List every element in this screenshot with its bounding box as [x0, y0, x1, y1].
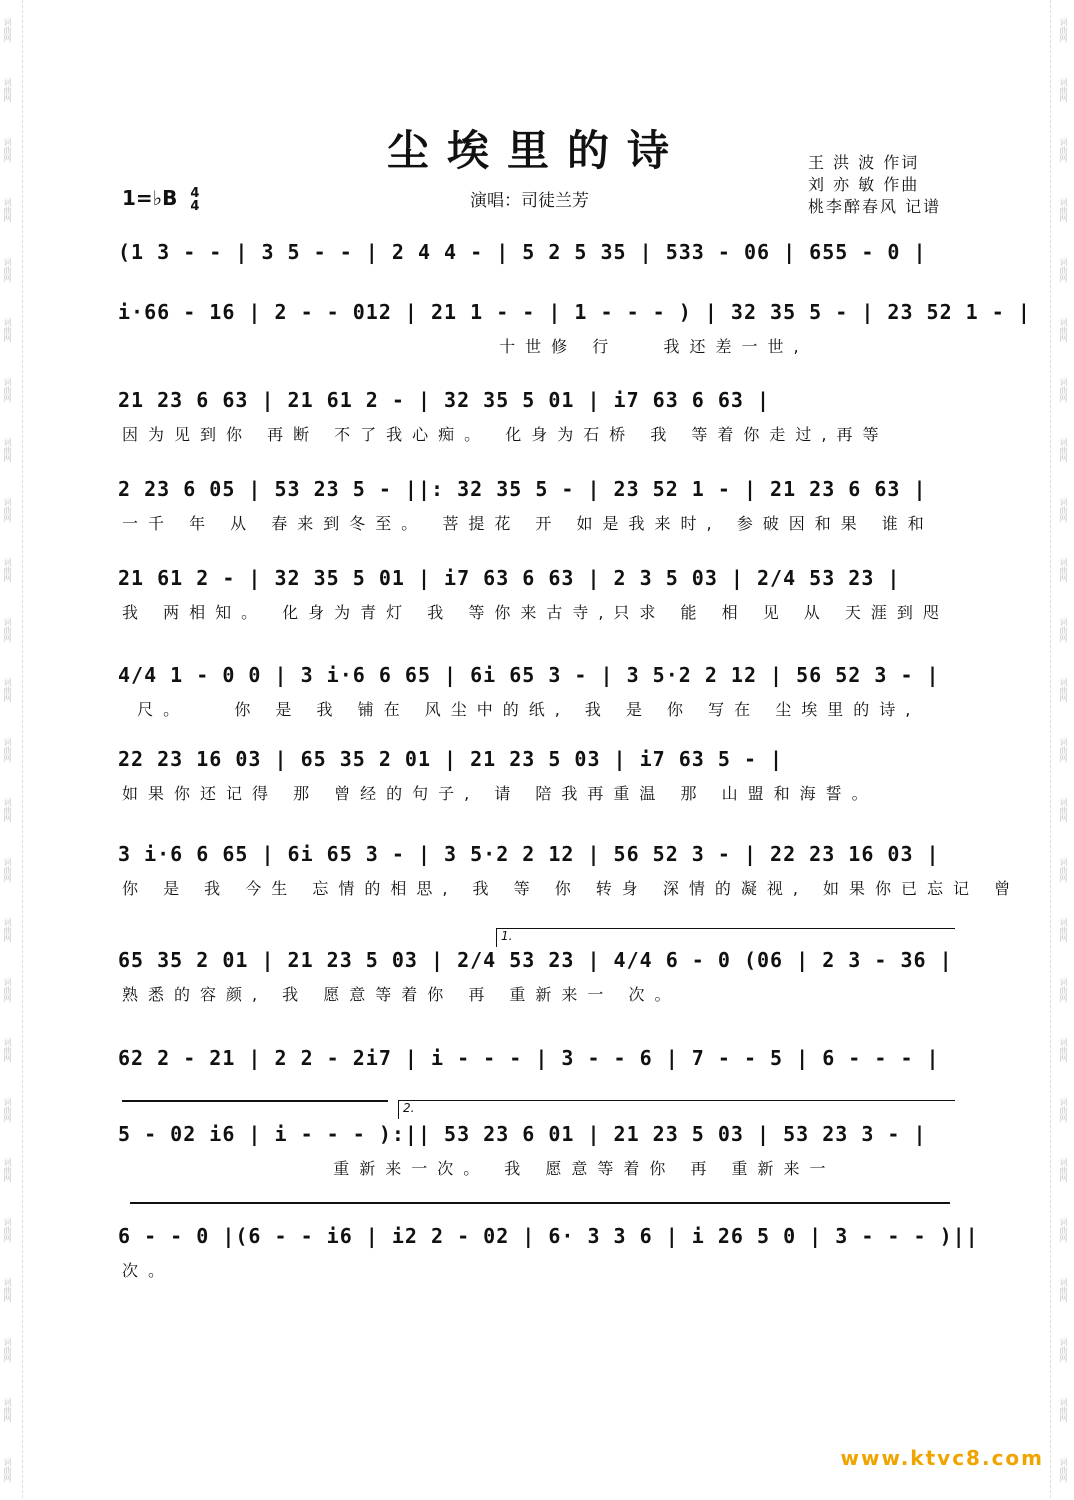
watermark-mark: 词曲网 — [1059, 1098, 1068, 1122]
watermark-mark: 词曲网 — [1059, 1338, 1068, 1362]
system-7 — [118, 747, 954, 803]
time-signature — [190, 187, 199, 213]
notation-line: 5 - 02 i6 | i - - - ):|| 53 23 6 01 | 21 23 5 03 | 53 23 3 - | — [118, 1122, 927, 1146]
watermark-left — [2, 0, 16, 1498]
transcriber-credit: 桃李醉春风 记谱 — [808, 197, 942, 216]
system-1 — [118, 240, 954, 296]
system-3 — [118, 388, 954, 444]
system-2 — [118, 300, 1031, 356]
watermark-mark: 词曲网 — [3, 1038, 12, 1062]
watermark-mark: 词曲网 — [3, 1338, 12, 1362]
watermark-mark: 词曲网 — [3, 1278, 12, 1302]
watermark-mark: 词曲网 — [1059, 678, 1068, 702]
notation-line: 21 61 2 - | 32 35 5 01 | i7 63 6 63 | 2 3 5 03 | 2/4 53 23 | — [118, 566, 901, 590]
watermark-mark: 词曲网 — [1059, 78, 1068, 102]
watermark-mark: 词曲网 — [1059, 1218, 1068, 1242]
watermark-mark: 词曲网 — [3, 378, 12, 402]
notation-line: 3 i·6 6 65 | 6i 65 3 - | 3 5·2 2 12 | 56 52 3 - | 22 23 16 03 | — [118, 842, 940, 866]
lyric-line — [118, 274, 954, 296]
watermark-mark: 词曲网 — [3, 1398, 12, 1422]
time-signature-top: 4 — [190, 185, 200, 201]
watermark-mark: 词曲网 — [1059, 798, 1068, 822]
watermark-mark: 词曲网 — [1059, 738, 1068, 762]
second-ending-bracket — [398, 1100, 955, 1119]
notation-line: (1 3 - - | 3 5 - - | 2 4 4 - | 5 2 5 35 | 533 - 06 | 655 - 0 | — [118, 240, 927, 264]
watermark-mark: 词曲网 — [3, 1158, 12, 1182]
system-4 — [118, 477, 954, 533]
watermark-mark: 词曲网 — [1059, 198, 1068, 222]
system-12 — [118, 1224, 979, 1280]
first-ending-label: 1. — [501, 929, 513, 943]
watermark-mark: 词曲网 — [1059, 1278, 1068, 1302]
lyric-line: 因为见到你 再断 不了我心痴。 化身为石桥 我 等着你走过,再等 — [122, 425, 889, 444]
lyric-line: 我 两相知。 化身为青灯 我 等你来古寺,只求 能 相 见 从 天涯到咫 — [122, 603, 949, 622]
first-ending-bracket — [496, 928, 955, 947]
watermark-mark: 词曲网 — [1059, 1038, 1068, 1062]
watermark-mark: 词曲网 — [3, 198, 12, 222]
watermark-mark: 词曲网 — [3, 18, 12, 42]
lyric-line: 你 是 我 今生 忘情的相思, 我 等 你 转身 深情的凝视, 如果你已忘记 曾 — [122, 879, 1021, 898]
margin-line-right — [1050, 0, 1052, 1498]
composer-credit: 刘 亦 敏 作曲 — [808, 175, 920, 194]
watermark-mark: 词曲网 — [3, 138, 12, 162]
watermark-mark: 词曲网 — [1059, 498, 1068, 522]
watermark-mark: 词曲网 — [1059, 318, 1068, 342]
continuation-rule — [122, 1100, 388, 1102]
lyric-line: 如果你还记得 那 曾经的句子, 请 陪我再重温 那 山盟和海誓。 — [122, 784, 878, 803]
watermark-mark: 词曲网 — [3, 858, 12, 882]
system-5 — [118, 566, 954, 622]
watermark-mark: 词曲网 — [1059, 978, 1068, 1002]
watermark-mark: 词曲网 — [1059, 618, 1068, 642]
watermark-mark: 词曲网 — [3, 438, 12, 462]
notation-line: i·66 - 16 | 2 - - 012 | 21 1 - - | 1 - - - ) | 32 35 5 - | 23 52 1 - | — [118, 300, 1031, 324]
key-signature — [122, 186, 199, 213]
lyric-line: 一千 年 从 春来到冬至。 菩提花 开 如是我来时, 参破因和果 谁和 — [122, 514, 934, 533]
system-10 — [118, 1046, 954, 1102]
watermark-mark: 词曲网 — [3, 318, 12, 342]
notation-line: 4/4 1 - 0 0 | 3 i·6 6 65 | 6i 65 3 - | 3 5·2 2 12 | 56 52 3 - | — [118, 663, 940, 687]
watermark-mark: 词曲网 — [1059, 558, 1068, 582]
watermark-mark: 词曲网 — [3, 78, 12, 102]
notation-line: 21 23 6 63 | 21 61 2 - | 32 35 5 01 | i7 63 6 63 | — [118, 388, 771, 412]
lyric-line: 十世修 行 我还差一世, — [122, 337, 809, 356]
watermark-mark: 词曲网 — [1059, 438, 1068, 462]
system-9 — [118, 948, 954, 1004]
watermark-mark: 词曲网 — [1059, 918, 1068, 942]
watermark-mark: 词曲网 — [3, 618, 12, 642]
lyric-line: 重新来一次。 我 愿意等着你 再 重新来一 — [122, 1159, 836, 1178]
system-11 — [118, 1122, 954, 1178]
lyric-line: 尺。 你 是 我 铺在 风尘中的纸, 我 是 你 写在 尘埃里的诗, — [122, 700, 921, 719]
lyricist-credit: 王 洪 波 作词 — [808, 153, 920, 172]
lyric-line: 熟悉的容颜, 我 愿意等着你 再 重新来一 次。 — [122, 985, 681, 1004]
watermark-mark: 词曲网 — [3, 1218, 12, 1242]
notation-line: 22 23 16 03 | 65 35 2 01 | 21 23 5 03 | i7 63 5 - | — [118, 747, 784, 771]
margin-line-left — [22, 0, 24, 1498]
watermark-mark: 词曲网 — [3, 798, 12, 822]
system-8 — [118, 842, 1021, 898]
watermark-mark: 词曲网 — [1059, 1458, 1068, 1482]
time-signature-bottom: 4 — [190, 198, 200, 214]
system-6 — [118, 663, 954, 719]
watermark-mark: 词曲网 — [3, 678, 12, 702]
watermark-mark: 词曲网 — [3, 738, 12, 762]
watermark-mark: 词曲网 — [3, 498, 12, 522]
watermark-mark: 词曲网 — [3, 978, 12, 1002]
watermark-mark: 词曲网 — [1059, 138, 1068, 162]
key-text: 1=♭B — [122, 186, 178, 210]
continuation-rule — [130, 1202, 950, 1204]
notation-line: 2 23 6 05 | 53 23 5 - ||: 32 35 5 - | 23 52 1 - | 21 23 6 63 | — [118, 477, 927, 501]
notation-line: 6 - - 0 |(6 - - i6 | i2 2 - 02 | 6· 3 3 6 | i 26 5 0 | 3 - - - )|| — [118, 1224, 979, 1248]
notation-line: 62 2 - 21 | 2 2 - 2i7 | i - - - | 3 - - 6 | 7 - - 5 | 6 - - - | — [118, 1046, 940, 1070]
lyric-line: 次。 — [122, 1261, 175, 1280]
lyric-line — [118, 1080, 954, 1102]
watermark-mark: 词曲网 — [1059, 258, 1068, 282]
watermark-mark: 词曲网 — [1059, 378, 1068, 402]
song-title: 尘埃里的诗 — [386, 126, 687, 175]
watermark-mark: 词曲网 — [3, 918, 12, 942]
watermark-mark: 词曲网 — [1059, 858, 1068, 882]
notation-line: 65 35 2 01 | 21 23 5 03 | 2/4 53 23 | 4/4 6 - 0 (06 | 2 3 - 36 | — [118, 948, 953, 972]
second-ending-label: 2. — [403, 1101, 415, 1115]
watermark-right — [1058, 0, 1072, 1498]
credits-block — [808, 152, 941, 218]
watermark-mark: 词曲网 — [3, 1458, 12, 1482]
watermark-mark: 词曲网 — [3, 258, 12, 282]
site-logo[interactable]: www.ktvc8.com — [840, 1446, 1044, 1470]
watermark-mark: 词曲网 — [1059, 18, 1068, 42]
watermark-mark: 词曲网 — [1059, 1158, 1068, 1182]
watermark-mark: 词曲网 — [3, 1098, 12, 1122]
singer-credit: 演唱：司徒兰芳 — [470, 191, 589, 211]
watermark-mark: 词曲网 — [1059, 1398, 1068, 1422]
watermark-mark: 词曲网 — [3, 558, 12, 582]
